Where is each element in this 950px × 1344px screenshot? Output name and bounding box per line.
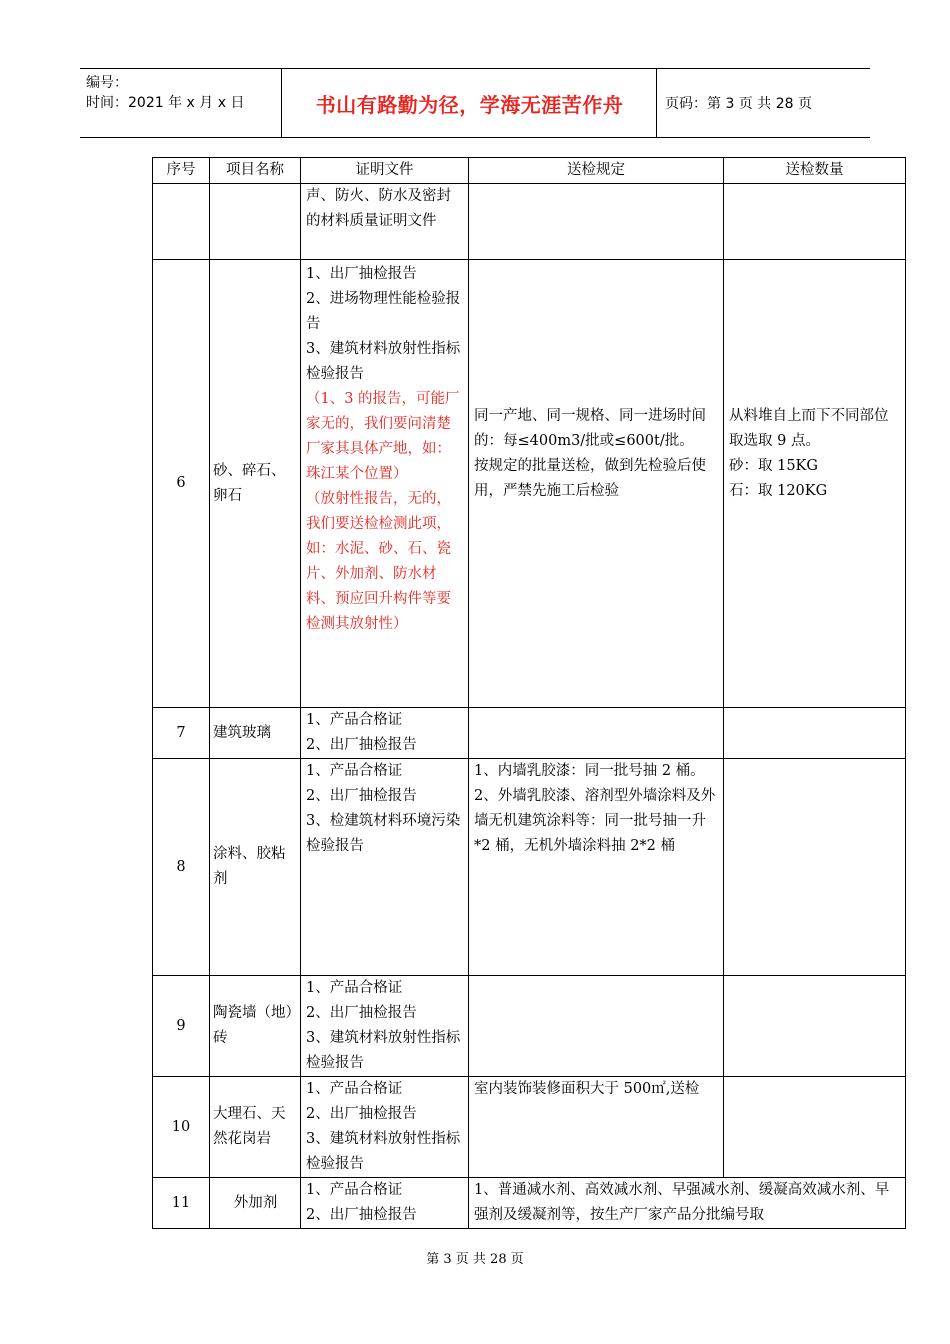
header-time: 时间：2021 年 x 月 x 日 xyxy=(86,95,245,111)
inspection-rule: 1、普通减水剂、高效减水剂、早强减水剂、缓凝高效减水剂、早强剂及缓凝剂等，按生产厂家产品分批编号取 xyxy=(469,1178,906,1229)
row-number: 6 xyxy=(153,260,210,708)
doc-line: 1、产品合格证 xyxy=(306,763,403,779)
inspection-quantity xyxy=(724,976,906,1077)
table-header-row xyxy=(153,158,906,184)
inspection-table xyxy=(152,157,906,1229)
certificate-docs xyxy=(301,1178,469,1229)
rule-line: 室内装饰装修面积大于 500㎡,送检 xyxy=(474,1081,700,1097)
inspection-rule xyxy=(469,184,724,260)
item-name xyxy=(210,184,301,260)
doc-line: 2、出厂抽检报告 xyxy=(306,1005,417,1021)
column-header: 送检规定 xyxy=(469,158,724,184)
certificate-docs xyxy=(301,759,469,976)
column-header: 序号 xyxy=(153,158,210,184)
page-header xyxy=(80,68,870,138)
doc-line: 2、出厂抽检报告 xyxy=(306,737,417,753)
column-header: 证明文件 xyxy=(301,158,469,184)
rule-line: 按规定的批量送检，做到先检验后使用，严禁先施工后检验 xyxy=(474,457,706,499)
doc-note: （放射性报告，无的，我们要送检检测此项，如：水泥、砂、石、瓷片、外加剂、防水材料、预应回升构件等要检测其放射性） xyxy=(306,491,451,632)
column-header: 项目名称 xyxy=(210,158,301,184)
row-number: 11 xyxy=(153,1178,210,1229)
item-name: 建筑玻璃 xyxy=(210,708,301,759)
qty-line: 石：取 120KG xyxy=(729,482,828,499)
inspection-quantity xyxy=(724,260,906,708)
item-name: 外加剂 xyxy=(210,1178,301,1229)
certificate-docs xyxy=(301,1077,469,1178)
header-motto: 书山有路勤为径，学海无涯苦作舟 xyxy=(283,69,657,137)
doc-line: 3、建筑材料放射性指标检验报告 xyxy=(306,1030,461,1071)
inspection-rule xyxy=(469,759,724,976)
inspection-quantity xyxy=(724,184,906,260)
table-row xyxy=(153,1178,906,1229)
table-row xyxy=(153,976,906,1077)
doc-line: 3、建筑材料放射性指标检验报告 xyxy=(306,341,461,382)
doc-line: 3、建筑材料放射性指标检验报告 xyxy=(306,1131,461,1172)
doc-line: 1、产品合格证 xyxy=(306,1081,403,1097)
inspection-quantity xyxy=(724,1077,906,1178)
row-number: 7 xyxy=(153,708,210,759)
qty-line: 从料堆自上而下不同部位取选取 9 点。 xyxy=(729,407,889,449)
item-name: 砂、碎石、卵石 xyxy=(210,260,301,708)
inspection-rule xyxy=(469,260,724,708)
row-number xyxy=(153,184,210,260)
doc-line: 2、出厂抽检报告 xyxy=(306,1106,417,1122)
certificate-docs xyxy=(301,184,469,260)
doc-line: 3、检建筑材料环境污染检验报告 xyxy=(306,813,461,854)
item-name: 陶瓷墙（地）砖 xyxy=(210,976,301,1077)
page-footer: 第 3 页 共 28 页 xyxy=(426,1252,524,1267)
doc-line: 2、出厂抽检报告 xyxy=(306,1207,417,1223)
inspection-rule xyxy=(469,708,724,759)
doc-line: 1、产品合格证 xyxy=(306,1182,403,1198)
header-number: 编号： xyxy=(86,75,128,91)
item-name: 涂料、胶粘剂 xyxy=(210,759,301,976)
certificate-docs xyxy=(301,708,469,759)
doc-note: （1、3 的报告，可能厂家无的，我们要问清楚厂家其具体产地，如：珠江某个位置） xyxy=(306,391,460,482)
doc-line: 1、出厂抽检报告 xyxy=(306,266,417,282)
table-row xyxy=(153,759,906,976)
table-row xyxy=(153,1077,906,1178)
doc-line: 1、产品合格证 xyxy=(306,712,403,728)
row-number: 8 xyxy=(153,759,210,976)
rule-line: 同一产地、同一规格、同一进场时间的：每≤400m3/批或≤600t/批。 xyxy=(474,407,706,449)
inspection-rule xyxy=(469,1077,724,1178)
qty-line: 砂：取 15KG xyxy=(729,457,818,474)
doc-line: 1、产品合格证 xyxy=(306,980,403,996)
column-header: 送检数量 xyxy=(724,158,906,184)
rule-line: 1、内墙乳胶漆：同一批号抽 2 桶。 xyxy=(474,763,705,779)
doc-line: 2、出厂抽检报告 xyxy=(306,788,417,804)
inspection-rule xyxy=(469,976,724,1077)
certificate-docs xyxy=(301,260,469,708)
inspection-quantity xyxy=(724,708,906,759)
doc-line: 2、进场物理性能检验报告 xyxy=(306,291,461,332)
inspection-quantity xyxy=(724,759,906,976)
rule-line: 2、外墙乳胶漆、溶剂型外墙涂料及外墙无机建筑涂料等：同一批号抽一升*2 桶，无机外墙涂料抽 2*2 桶 xyxy=(474,788,716,854)
table-row xyxy=(153,260,906,708)
row-number: 9 xyxy=(153,976,210,1077)
item-name: 大理石、天然花岗岩 xyxy=(210,1077,301,1178)
table-row xyxy=(153,708,906,759)
table-row xyxy=(153,184,906,260)
row-number: 10 xyxy=(153,1077,210,1178)
header-meta xyxy=(80,69,282,137)
doc-line: 声、防火、防水及密封的材料质量证明文件 xyxy=(306,188,451,229)
certificate-docs xyxy=(301,976,469,1077)
header-page-number: 页码：第 3 页 共 28 页 xyxy=(665,96,812,112)
